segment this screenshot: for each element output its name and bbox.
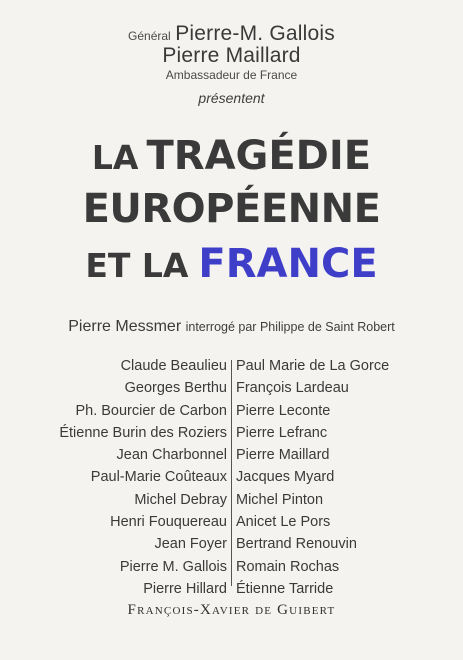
contributor-name: Paul Marie de La Gorce [236, 358, 390, 374]
contributor-name: Bertrand Renouvin [236, 536, 357, 553]
title-line-2: EUROPÉENNE [82, 186, 381, 232]
author-name-1: Pierre-M. Gallois [175, 22, 335, 45]
column-divider [231, 360, 232, 586]
title-line-3 [0, 241, 463, 287]
contributor-name: Jean Foyer [154, 536, 227, 553]
contributor-name: Henri Fouquereau [110, 514, 227, 531]
contributor-name: Jean Charbonnel [116, 447, 227, 464]
interviewee-name: Pierre Messmer [68, 318, 182, 335]
title-word-tragedie: TRAGÉDIE [146, 133, 372, 179]
contributor-name: Étienne Burin des Roziers [59, 424, 227, 441]
contributor-name: Pierre Maillard [236, 447, 330, 464]
author-rank: Général [128, 29, 171, 43]
title-conjunction: ET LA [85, 246, 189, 285]
contributor-name: Anicet Le Pors [236, 514, 331, 531]
title-line-1 [0, 133, 463, 179]
contributor-name: Georges Berthu [124, 380, 227, 397]
presenting-verb: présentent [198, 90, 265, 106]
author-name-2: Pierre Maillard [162, 44, 301, 67]
contributor-name: Claude Beaulieu [120, 358, 227, 374]
contributor-name: Pierre Leconte [236, 402, 331, 419]
title-article: LA [91, 138, 139, 177]
contributors-left-column [59, 355, 227, 600]
interview-line [0, 318, 463, 336]
author-role: Ambassadeur de France [165, 68, 298, 82]
contributors-right-column [236, 355, 389, 600]
contributor-name: Paul-Marie Coûteaux [90, 469, 227, 486]
contributor-name: Michel Debray [134, 491, 227, 508]
publisher-name: François-Xavier de Guibert [127, 602, 336, 618]
contributor-name: Ph. Bourcier de Carbon [75, 402, 227, 419]
contributor-name: Étienne Tarride [236, 580, 334, 597]
contributor-name: Pierre Hillard [143, 580, 227, 597]
contributor-name: Jacques Myard [236, 469, 335, 486]
contributor-name: François Lardeau [236, 380, 349, 397]
contributor-name: Romain Rochas [236, 558, 340, 575]
interviewer-text: interrogé par Philippe de Saint Robert [185, 320, 395, 334]
title-word-france: FRANCE [198, 241, 378, 287]
contributor-name: Pierre Lefranc [236, 424, 328, 441]
contributor-name: Michel Pinton [236, 491, 324, 508]
author-line-1 [0, 22, 463, 46]
contributor-name: Pierre M. Gallois [119, 558, 227, 575]
